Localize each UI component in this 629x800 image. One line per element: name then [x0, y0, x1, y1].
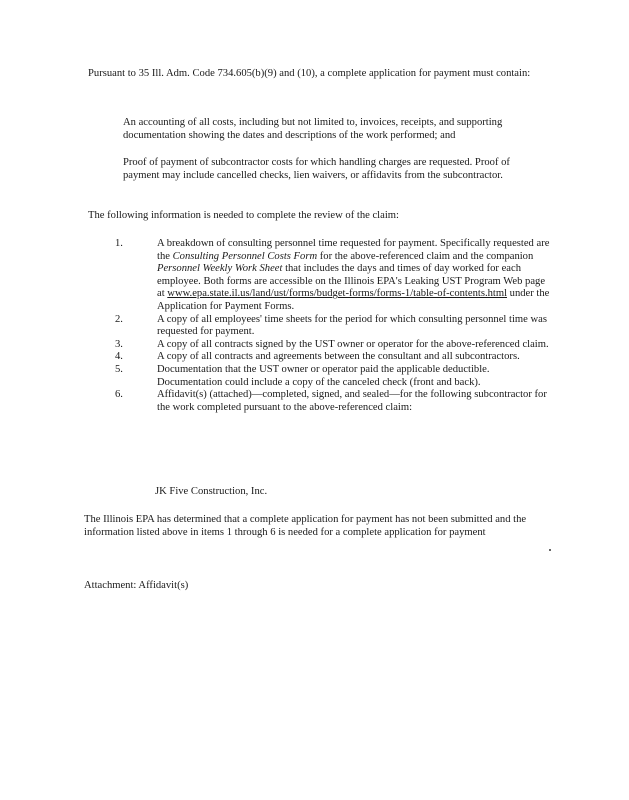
needed-info-heading: The following information is needed to complete the review of the claim: [88, 210, 399, 221]
item1-text-part4: under the Application for Payment Forms. [157, 288, 550, 312]
item1-text-part2: for the above-referenced claim and the companion [317, 250, 534, 262]
list-item-number: 1. [115, 238, 123, 249]
list-item [115, 364, 555, 389]
requirement-accounting: An accounting of all costs, including but not limited to, invoices, receipts, and supporting documentation showing the dates and descriptions of the work performed; and [123, 117, 503, 141]
attachment-line: Attachment: Affidavit(s) [84, 580, 189, 591]
list-item-text: Documentation that the UST owner or operator paid the applicable deductible. Documentation could include a copy of the canceled check (front and back). [157, 363, 490, 388]
needed-info-list [115, 238, 555, 414]
requirement-proof-of-payment: Proof of payment of subcontractor costs for which handling charges are requested. Proof of payment may include cancelled checks, lien waivers, or affidavits from the subcontractor. [123, 157, 510, 181]
list-item-number: 3. [115, 338, 123, 350]
list-item [115, 314, 555, 339]
list-item [115, 389, 555, 414]
list-item-number: 5. [115, 363, 123, 375]
list-item [115, 339, 555, 352]
subcontractor-name: JK Five Construction, Inc. [155, 486, 268, 497]
conclusion-paragraph: The Illinois EPA has determined that a complete application for payment has not been submitted and the information listed above in items 1 through 6 is needed for a complete application for payment [84, 514, 527, 538]
list-item-number: 2. [115, 313, 123, 325]
item1-text-part3: that includes the days and times of day worked for each employee. Both forms are accessible on the Illinois EPA's Leaking UST Program Web page at [157, 263, 546, 300]
item1-text-part1: A breakdown of consulting personnel time requested for payment. Specifically requested are the [157, 238, 550, 262]
list-item-text [157, 238, 555, 314]
forms-web-link[interactable]: www.epa.state.il.us/land/ust/forms/budget-forms/forms-1/table-of-contents.html [167, 288, 508, 300]
list-item-text: A copy of all contracts signed by the UST owner or operator for the above-referenced claim. [157, 338, 549, 350]
list-item-text: A copy of all employees' time sheets for the period for which consulting personnel time was requested for payment. [157, 313, 547, 338]
list-item-number: 6. [115, 389, 123, 401]
list-item [115, 351, 555, 364]
consulting-personnel-costs-form: Consulting Personnel Costs Form [172, 250, 318, 262]
intro-paragraph: Pursuant to 35 Ill. Adm. Code 734.605(b)(9) and (10), a complete application for payment must contain: [88, 68, 531, 79]
list-item-text: Affidavit(s) (attached)—completed, signed, and sealed—for the following subcontractor for the work completed pursuant to the above-referenced claim: [157, 389, 547, 413]
list-item-number: 4. [115, 351, 123, 363]
scan-speck [549, 549, 551, 551]
personnel-weekly-work-sheet: Personnel Weekly Work Sheet [157, 263, 283, 275]
list-item [115, 238, 555, 314]
list-item-text: A copy of all contracts and agreements between the consultant and all subcontractors. [157, 351, 520, 363]
